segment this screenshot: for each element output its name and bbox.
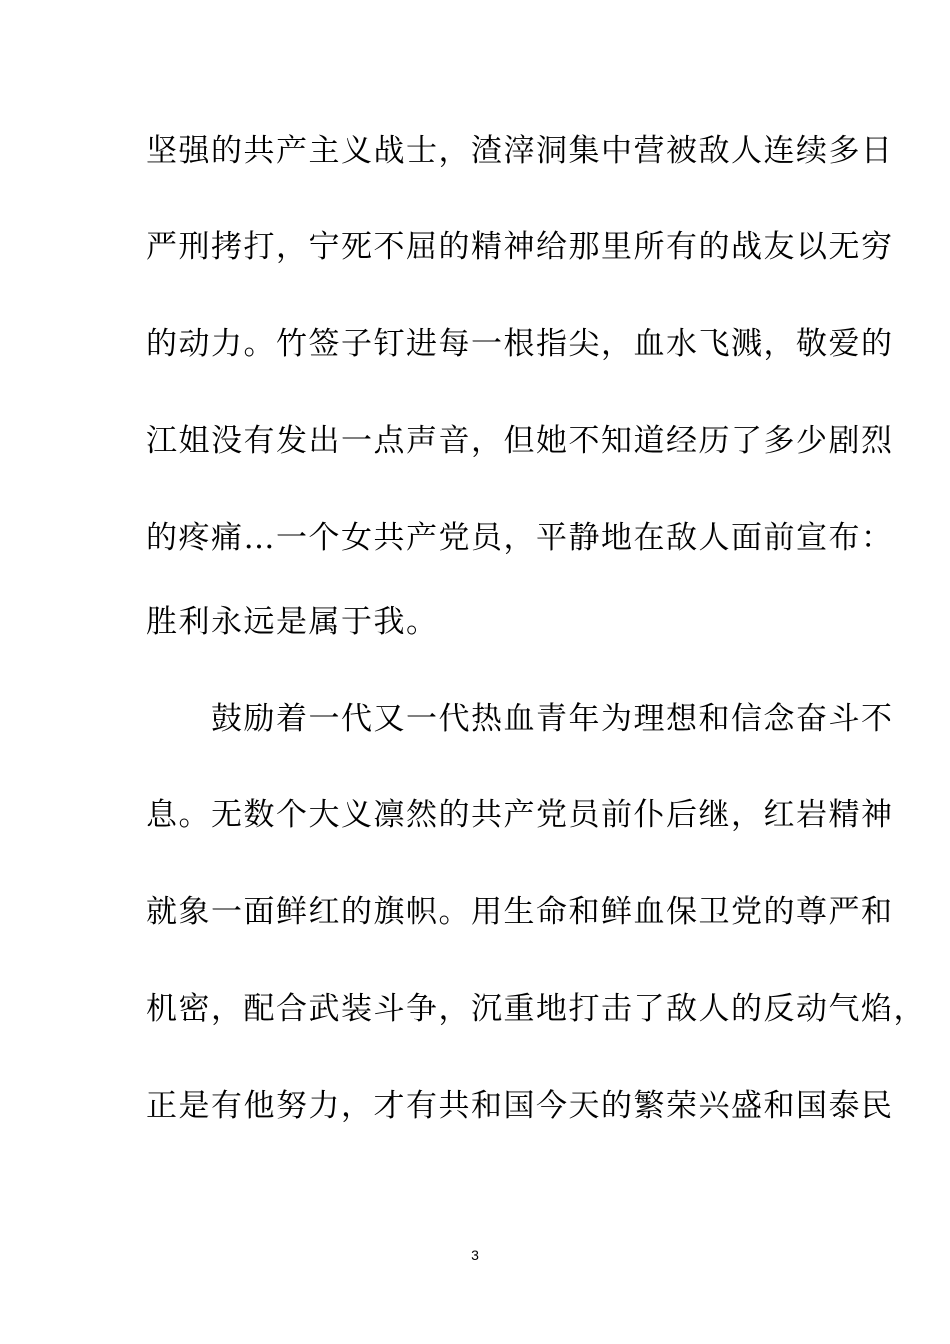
text-line-2: 严刑拷打，宁死不屈的精神给那里所有的战友以无穷 <box>146 229 894 265</box>
text-line-7: 鼓励着一代又一代热血青年为理想和信念奋斗不 <box>146 701 894 737</box>
text-line-1: 坚强的共产主义战士，渣滓洞集中营被敌人连续多日 <box>146 133 894 169</box>
text-line-10: 机密，配合武装斗争，沉重地打击了敌人的反动气焰， <box>146 991 926 1027</box>
text-line-5: 的疼痛…一个女共产党员，平静地在敌人面前宣布： <box>146 520 894 556</box>
text-line-9: 就象一面鲜红的旗帜。用生命和鲜血保卫党的尊严和 <box>146 894 894 930</box>
text-line-8: 息。无数个大义凛然的共产党员前仆后继，红岩精神 <box>146 797 894 833</box>
text-line-11: 正是有他努力，才有共和国今天的繁荣兴盛和国泰民 <box>146 1088 894 1124</box>
text-line-3: 的动力。竹签子钉进每一根指尖，血水飞溅，敬爱的 <box>146 326 894 362</box>
text-line-4: 江姐没有发出一点声音，但她不知道经历了多少剧烈 <box>146 423 894 459</box>
text-line-6: 胜利永远是属于我。 <box>146 604 439 640</box>
page-number: 3 <box>471 1247 479 1263</box>
